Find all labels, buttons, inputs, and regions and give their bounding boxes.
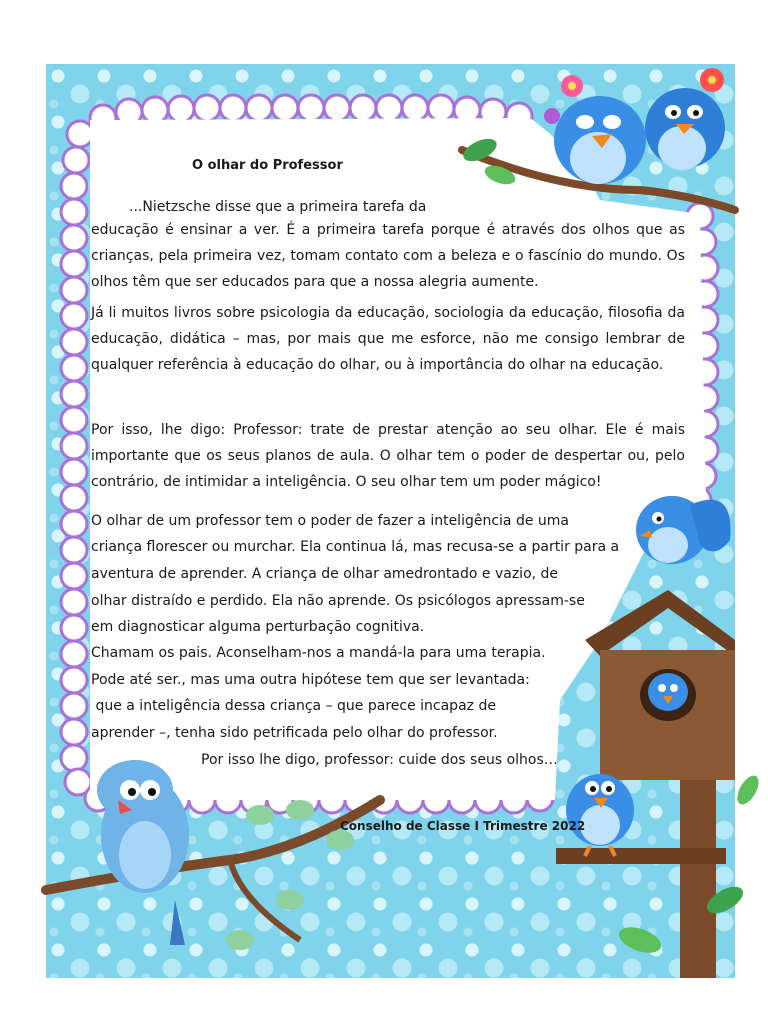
bird-on-perch bbox=[566, 774, 634, 856]
paragraph-4-line: que a inteligência dessa criança – que parece incapaz de bbox=[91, 698, 496, 714]
paragraph-4-line: aprender –, tenha sido petrificada pelo olhar do professor. bbox=[91, 725, 498, 741]
paragraph-4-line: Chamam os pais. Aconselham-nos a mandá-la para uma terapia. bbox=[91, 645, 546, 661]
paragraph-3: Por isso, lhe digo: Professor: trate de prestar atenção ao seu olhar. Ele é mais importante que os seus planos de aula. O olhar tem o poder de despertar ou, pelo contrário, de intimidar a inteligência. O seu olhar tem um poder mágico! bbox=[91, 422, 685, 490]
intro-first-line: ...Nietzsche disse que a primeira tarefa da bbox=[129, 199, 427, 215]
paragraph-4-line: olhar distraído e perdido. Ela não aprende. Os psicólogos apressam-se bbox=[91, 593, 585, 609]
paragraph-2: Já li muitos livros sobre psicologia da educação, sociologia da educação, filosofia da educação, didática – mas, por mais que me esforce, não me consigo lembrar de qualquer referência à educação do olhar, ou à importância do olhar na educação. bbox=[91, 305, 685, 373]
paragraph-4-line: O olhar de um professor tem o poder de fazer a inteligência de uma bbox=[91, 513, 569, 529]
paragraph-4-line: aventura de aprender. A criança de olhar amedrontado e vazio, de bbox=[91, 566, 559, 582]
closing-line: Por isso lhe digo, professor: cuide dos seus olhos… bbox=[201, 752, 558, 768]
paragraph-4-line: Pode até ser., mas uma outra hipótese tem que ser levantada: bbox=[91, 672, 530, 688]
footer-caption: Conselho de Classe I Trimestre 2022 bbox=[340, 819, 586, 833]
paragraph-4-line: criança florescer ou murchar. Ela continua lá, mas recusa-se a partir para a bbox=[91, 539, 620, 555]
paragraph-4-line: em diagnosticar alguma perturbação cognitiva. bbox=[91, 619, 425, 635]
scallop-left bbox=[61, 121, 93, 795]
intro-paragraph: educação é ensinar a ver. É a primeira tarefa porque é através dos olhos que as crianças, pela primeira vez, tomam contato com a beleza e o fascínio do mundo. Os olhos têm que ser educados para que a nossa alegria aumente. bbox=[91, 222, 685, 290]
flying-bird-right bbox=[636, 496, 731, 564]
document-title: O olhar do Professor bbox=[192, 158, 343, 173]
